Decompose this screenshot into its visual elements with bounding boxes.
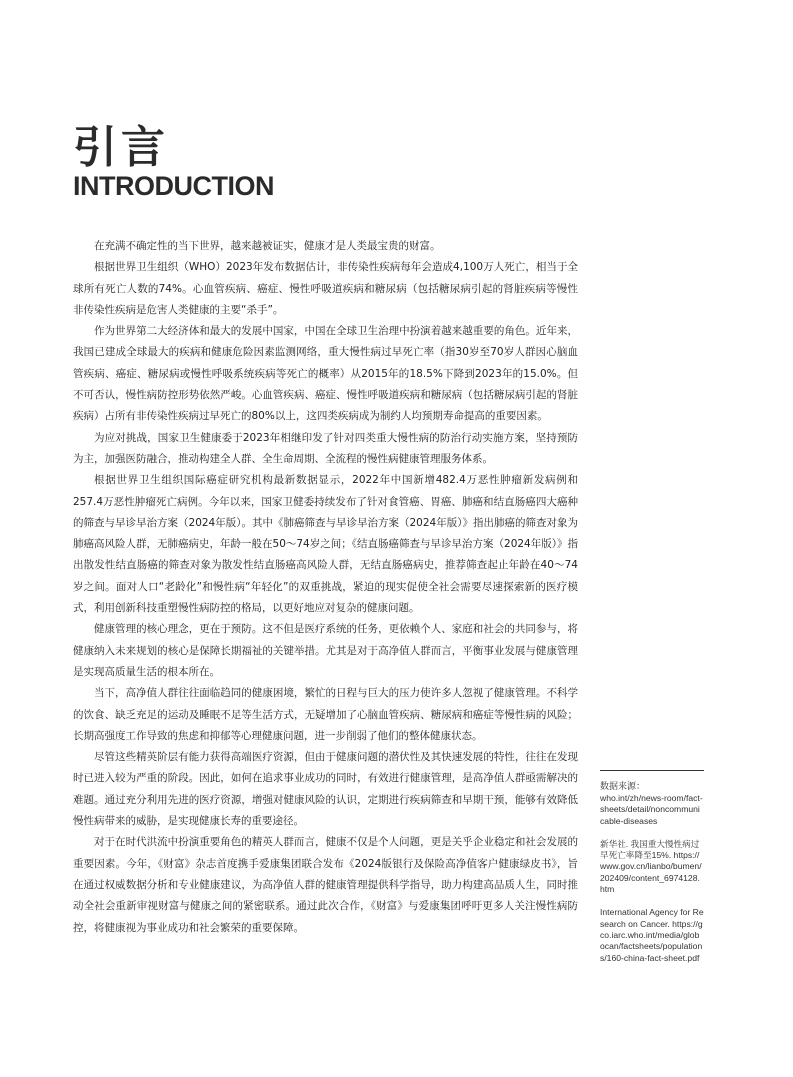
sources-sidebar <box>600 770 704 976</box>
paragraph: 尽管这些精英阶层有能力获得高端医疗资源，但由于健康问题的潜伏性及其快速发展的特性，往往在发现时已进入较为严重的阶段。因此，如何在追求事业成功的同时，有效进行健康管理，是高净值人群亟需解决的难题。通过充分利用先进的医疗资源，增强对健康风险的认识，定期进行疾病筛查和早期干预，能够有效降低慢性病带来的威胁，是实现健康长寿的重要途径。 <box>73 751 578 828</box>
source-item-xinhua: 新华社. 我国重大慢性病过早死亡率降至15%. https://www.gov.cn/lianbo/bumen/202409/content_6974128.htm <box>600 838 702 895</box>
source-item-iarc: International Agency for Research on Cancer. https://gco.iarc.who.int/media/globocan/factsheets/populations/160-china-fact-sheet.pdf <box>600 907 704 963</box>
paragraph: 根据世界卫生组织（WHO）2023年发布数据估计，非传染性疾病每年会造成4,100万人死亡，相当于全球所有死亡人数的74%。心血管疾病、癌症、慢性呼吸道疾病和糖尿病（包括糖尿病引起的肾脏疾病等慢性非传染性疾病是危害人类健康的主要“杀手”。 <box>73 261 578 316</box>
paragraph: 根据世界卫生组织国际癌症研究机构最新数据显示，2022年中国新增482.4万恶性肿瘤新发病例和257.4万恶性肿瘤死亡病例。今年以来，国家卫健委持续发布了针对食管癌、胃癌、肺癌和结直肠癌四大癌种的筛查与早诊早治方案（2024年版）。其中《肺癌筛查与早诊早治方案（2024年版）》指出肺癌的筛查对象为肺癌高风险人群，无肺癌病史，年龄一般在50～74岁之间；《结直肠癌筛查与早诊早治方案（2024年版）》指出散发性结直肠癌的筛查对象为散发性结直肠癌高风险人群，无结直肠癌病史，推荐筛查起止年龄在40～74岁之间。面对人口“老龄化”和慢性病“年轻化”的双重挑战，紧迫的现实促使全社会需要尽速探索新的医疗模式，利用创新科技重塑慢性病防控的格局，以更好地应对复杂的健康问题。 <box>73 474 578 615</box>
paragraph: 作为世界第二大经济体和最大的发展中国家，中国在全球卫生治理中扮演着越来越重要的角色。近年来，我国已建成全球最大的疾病和健康危险因素监测网络，重大慢性病过早死亡率（指30岁至70岁人群因心脑血管疾病、癌症、糖尿病或慢性呼吸系统疾病等死亡的概率）从2015年的18.5%下降到2023年的15.0%。但不可否认，慢性病防控形势依然严峻。心血管疾病、癌症、慢性呼吸道疾病和糖尿病（包括糖尿病引起的肾脏疾病）占所有非传染性疾病过早死亡的80%以上，这四类疾病成为制约人均预期寿命提高的重要因素。 <box>73 325 578 423</box>
page-title-english: INTRODUCTION <box>73 171 274 201</box>
sources-label: 数据来源： <box>600 782 646 792</box>
paragraph: 健康管理的核心理念，更在于预防。这不但是医疗系统的任务，更依赖个人、家庭和社会的共同参与，将健康纳入未来规划的核心是保障长期福祉的关键举措。尤其是对于高净值人群而言，平衡事业发展与健康管理是实现高质量生活的根本所在。 <box>73 623 578 678</box>
paragraph: 在充满不确定性的当下世界，越来越被证实，健康才是人类最宝贵的财富。 <box>94 240 441 252</box>
paragraph: 当下，高净值人群往往面临趋同的健康困境，繁忙的日程与巨大的压力使许多人忽视了健康管理。不科学的饮食、缺乏充足的运动及睡眠不足等生活方式，无疑增加了心脑血管疾病、糖尿病和癌症等慢性病的风险；长期高强度工作导致的焦虑和抑郁等心理健康问题，进一步削弱了他们的整体健康状态。 <box>73 687 578 742</box>
paragraph: 为应对挑战，国家卫生健康委于2023年相继印发了针对四类重大慢性病的防治行动实施方案，坚持预防为主，加强医防融合，推动构建全人群、全生命周期、全流程的慢性病健康管理服务体系。 <box>73 431 578 465</box>
paragraph: 对于在时代洪流中扮演重要角色的精英人群而言，健康不仅是个人问题，更是关乎企业稳定和社会发展的重要因素。今年，《财富》杂志首度携手爱康集团联合发布《2024版银行及保险高净值客户健康绿皮书》，旨在通过权威数据分析和专业健康建议，为高净值人群的健康管理提供科学指导，助力构建高品质人生，同时推动全社会重新审视财富与健康之间的紧密联系。通过此次合作，《财富》与爱康集团呼吁更多人关注慢性病防控，将健康视为事业成功和社会繁荣的重要保障。 <box>73 836 578 934</box>
page-title-chinese: 引言 <box>73 122 169 173</box>
introduction-body <box>73 236 578 939</box>
source-item-who: who.int/zh/news-room/fact-sheets/detail/noncommunicable-diseases <box>600 793 703 826</box>
